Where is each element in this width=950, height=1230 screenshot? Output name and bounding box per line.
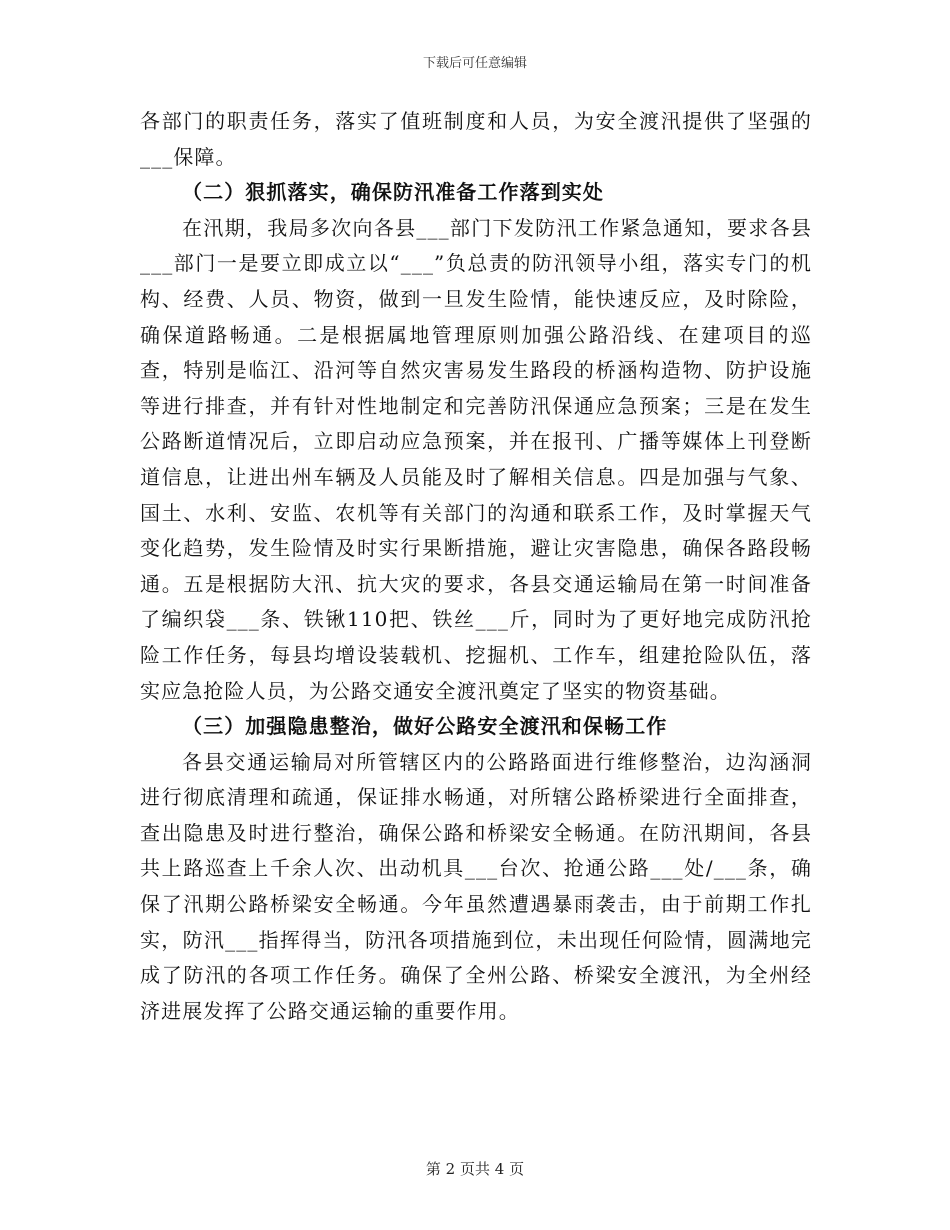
section-heading-2: （二）狠抓落实，确保防汛准备工作落到实处 — [182, 180, 604, 205]
paragraph-flood-preparation: 在汛期，我局多次向各县___部门下发防汛工作紧急通知，要求各县___部门一是要立即成立以“___”负总责的防汛领导小组，落实专门的机构、经费、人员、物资，做到一旦发生险情，能快速反应，及时除险，确保道路畅通。二是根据属地管理原则加强公路沿线、在建项目的巡查，特别是临江、沿河等自然灾害易发生路段的桥涵构造物、防护设施等进行排查，并有针对性地制定和完善防汛保通应急预案；三是在发生公路断道情况后，立即启动应急预案，并在报刊、广播等媒体上刊登断道信息，让进出州车辆及人员能及时了解相关信息。四是加强与气象、国土、水利、安监、农机等有关部门的沟通和联系工作，及时掌握天气变化趋势，发生险情及时实行果断措施，避让灾害隐患，确保各路段畅通。五是根据防大汛、抗大灾的要求，各县交通运输局在第一时间准备了编织袋___条、铁锹110把、铁丝___斤，同时为了更好地完成防汛抢险工作任务，每县均增设装载机、挖掘机、工作车，组建抢险队伍，落实应急抢险人员，为公路交通安全渡汛奠定了坚实的物资基础。 — [140, 215, 812, 703]
paragraph-continuation: 各部门的职责任务，落实了值班制度和人员，为安全渡汛提供了坚强的___保障。 — [140, 109, 812, 169]
page-footer: 第 2 页共 4 页 — [425, 1160, 525, 1178]
paragraph-hazard-remediation: 各县交通运输局对所管辖区内的公路路面进行维修整治，边沟涵洞进行彻底清理和疏通，保证排水畅通，对所辖公路桥梁进行全面排查，查出隐患及时进行整治，确保公路和桥梁安全畅通。在防汛期间，各县共上路巡查上千余人次、出动机具___台次、抢通公路___处/___条，确保了汛期公路桥梁安全畅通。今年虽然遭遇暴雨袭击，由于前期工作扎实，防汛___指挥得当，防汛各项措施到位，未出现任何险情，圆满地完成了防汛的各项工作任务。确保了全州公路、桥梁安全渡汛，为全州经济进展发挥了公路交通运输的重要作用。 — [140, 749, 812, 1023]
page-header: 下载后可任意编辑 — [422, 56, 527, 71]
document-body — [140, 104, 812, 1029]
section-heading-3: （三）加强隐患整治，做好公路安全渡汛和保畅工作 — [182, 714, 668, 739]
